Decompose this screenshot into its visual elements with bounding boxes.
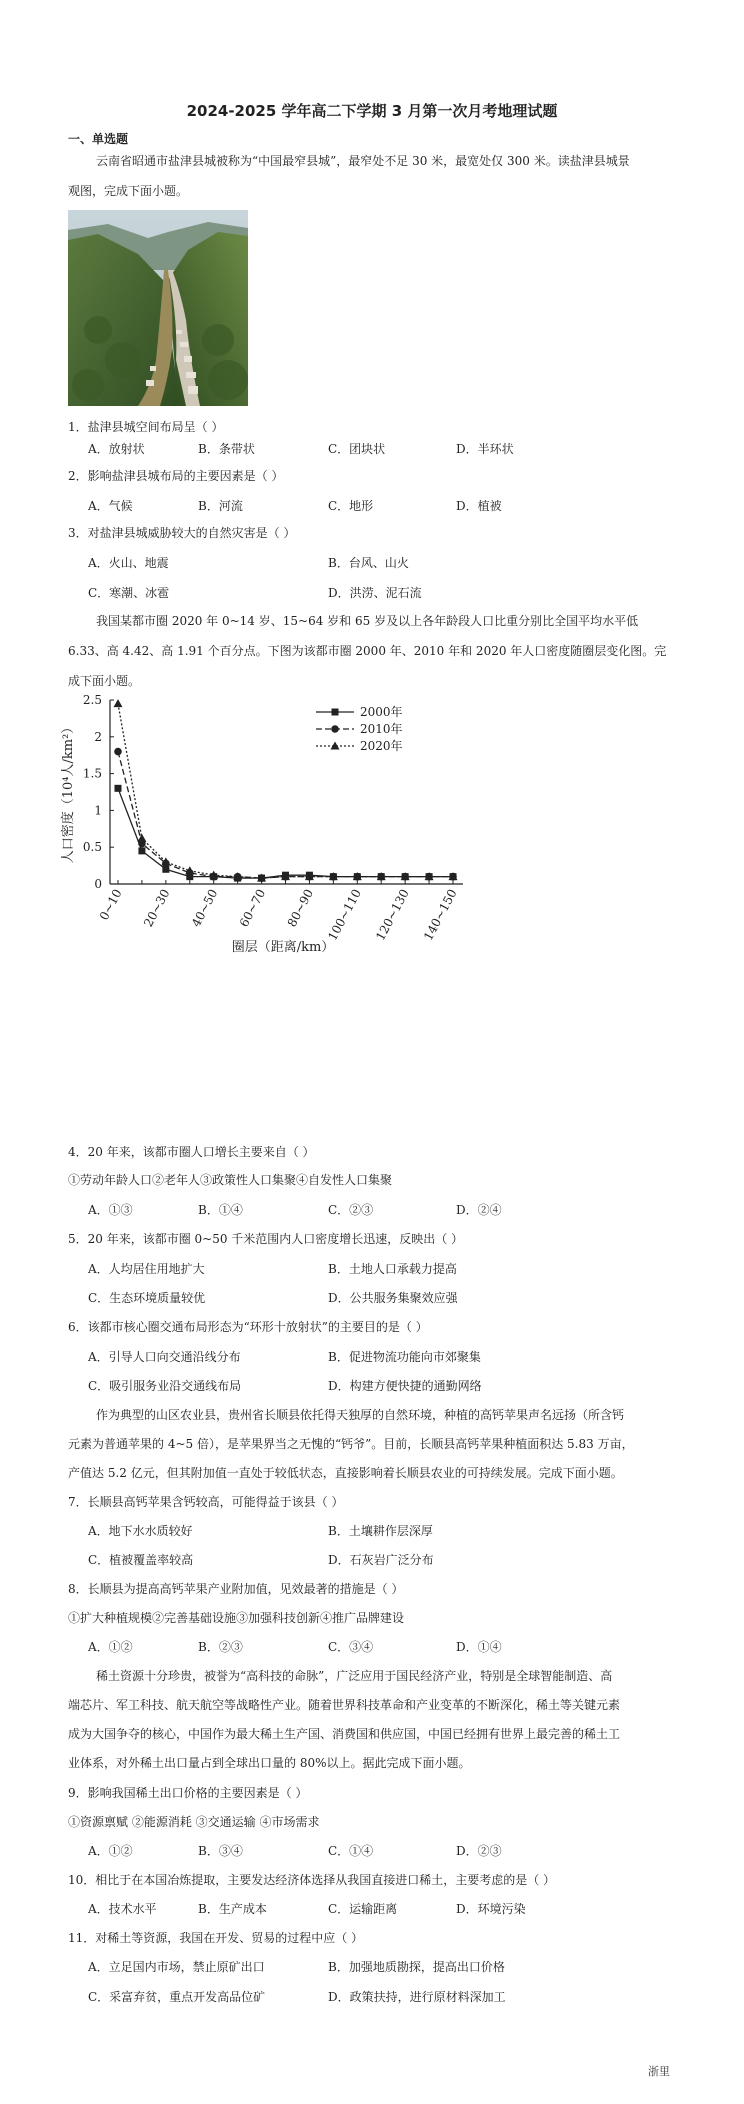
option: D．公共服务集聚效应强 [328, 1291, 458, 1305]
option: A．火山、地震 [88, 556, 169, 570]
option: A．①② [88, 1844, 133, 1858]
y-tick-label: 2.5 [82, 694, 102, 707]
x-tick-label: 120~130 [373, 886, 412, 943]
legend-label: 2020年 [360, 739, 403, 753]
option: A．引导人口向交通沿线分布 [88, 1350, 241, 1364]
legend-marker [331, 725, 339, 733]
option: D．半环状 [456, 442, 514, 456]
question-11: 11．对稀土等资源，我国在开发、贸易的过程中应（ ） [68, 1931, 364, 1945]
question-8: 8．长顺县为提高高钙苹果产业附加值，见效最著的措施是（ ） [68, 1582, 404, 1596]
question-3: 3．对盐津县城威胁较大的自然灾害是（ ） [68, 526, 296, 540]
option: B．促进物流功能向市郊聚集 [328, 1350, 481, 1364]
question-1: 1．盐津县城空间布局呈（ ） [68, 420, 224, 434]
option: D．②④ [456, 1203, 502, 1217]
option: B．河流 [198, 499, 243, 513]
option: C．③④ [328, 1640, 374, 1654]
x-tick-label: 40~50 [188, 886, 221, 930]
intro-line: 作为典型的山区农业县，贵州省长顺县依托得天独厚的自然环境，种植的高钙苹果声名远扬（所含钙 [96, 1408, 625, 1422]
option: C．团块状 [328, 442, 386, 456]
intro-line: 云南省昭通市盐津县城被称为“中国最窄县城”，最窄处不足 30 米，最宽处仅 300 米。读盐津县城景 [96, 154, 630, 168]
intro-line: 观图，完成下面小题。 [68, 184, 189, 198]
option: D．①④ [456, 1640, 502, 1654]
population-density-chart [58, 694, 488, 956]
option: A．气候 [88, 499, 133, 513]
series-line-3 [118, 704, 453, 878]
option: C．①④ [328, 1844, 374, 1858]
y-tick-label: 1 [94, 803, 102, 818]
option: B．①④ [198, 1203, 243, 1217]
x-tick-label: 80~90 [284, 886, 317, 930]
option: C．②③ [328, 1203, 374, 1217]
series-1-point [115, 785, 122, 792]
intro-line: 成下面小题。 [68, 674, 141, 688]
option: D．政策扶持，进行原材料深加工 [328, 1990, 506, 2004]
option: A．放射状 [88, 442, 145, 456]
intro-line: 成为大国争夺的核心，中国作为最大稀土生产国、消费国和供应国，中国已经拥有世界上最完善的稀土工 [68, 1727, 621, 1741]
question-4: 4．20 年来，该都市圈人口增长主要来自（ ） [68, 1145, 315, 1159]
x-tick-label: 100~110 [325, 886, 364, 943]
series-3-point [114, 699, 123, 707]
option: A．①③ [88, 1203, 133, 1217]
intro-line: 端芯片、军工科技、航天航空等战略性产业。随着世界科技革命和产业变革的不断深化，稀土等关键元素 [68, 1698, 621, 1712]
option: C．地形 [328, 499, 374, 513]
intro-line: 业体系，对外稀土出口量占到全球出口量的 80%以上。据此完成下面小题。 [68, 1756, 471, 1770]
option: A．立足国内市场，禁止原矿出口 [88, 1960, 265, 1974]
question-8-items: ①扩大种植规模②完善基础设施③加强科技创新④推广品牌建设 [68, 1611, 405, 1625]
intro-line: 我国某都市圈 2020 年 0~14 岁、15~64 岁和 65 岁及以上各年龄段人口比重分别比全国平均水平低 [96, 614, 639, 628]
x-tick-label: 0~10 [96, 886, 125, 923]
option: C．寒潮、冰雹 [88, 586, 170, 600]
y-tick-label: 0.5 [82, 840, 102, 855]
option: C．植被覆盖率较高 [88, 1553, 194, 1567]
x-tick-label: 20~30 [141, 886, 173, 930]
option: C．生态环境质量较优 [88, 1291, 206, 1305]
option: B．条带状 [198, 442, 255, 456]
legend-marker [332, 709, 339, 716]
option: C．吸引服务业沿交通线布局 [88, 1379, 242, 1393]
option: B．加强地质勘探，提高出口价格 [328, 1960, 505, 1974]
y-tick-label: 2 [94, 729, 102, 744]
series-2-point [114, 748, 122, 756]
option: A．①② [88, 1640, 133, 1654]
question-9-items: ①资源禀赋 ②能源消耗 ③交通运输 ④市场需求 [68, 1815, 320, 1829]
option: D．洪涝、泥石流 [328, 586, 422, 600]
y-tick-label: 1.5 [82, 766, 102, 781]
legend-marker [331, 742, 340, 750]
footer-mark: 浙里 [648, 2065, 670, 2078]
question-9: 9．影响我国稀土出口价格的主要因素是（ ） [68, 1786, 308, 1800]
question-10: 10．相比于在本国冶炼提取，主要发达经济体选择从我国直接进口稀土，主要考虑的是（ ） [68, 1873, 556, 1887]
x-axis-label: 圈层（距离/km） [231, 940, 335, 955]
series-1-point [138, 847, 145, 854]
option: D．②③ [456, 1844, 502, 1858]
option: B．③④ [198, 1844, 243, 1858]
question-2: 2．影响盐津县城布局的主要因素是（ ） [68, 469, 284, 483]
option: C．采富弃贫，重点开发高品位矿 [88, 1990, 266, 2004]
option: D．植被 [456, 499, 502, 513]
page-title: 2024-2025 学年高二下学期 3 月第一次月考地理试题 [186, 102, 558, 120]
option: B．生产成本 [198, 1902, 267, 1916]
question-7: 7．长顺县高钙苹果含钙较高，可能得益于该县（ ） [68, 1495, 344, 1509]
option: B．台风、山火 [328, 556, 409, 570]
series-3-point [137, 834, 146, 842]
intro-line: 产值达 5.2 亿元，但其附加值一直处于较低状态，直接影响着长顺县农业的可持续发展。完成下面小题。 [68, 1466, 623, 1480]
option: A．人均居住用地扩大 [88, 1262, 205, 1276]
option: D．环境污染 [456, 1902, 526, 1916]
option: D．石灰岩广泛分布 [328, 1553, 434, 1567]
option: A．地下水水质较好 [88, 1524, 193, 1538]
question-6: 6．该都市核心圈交通布局形态为“环形十放射状”的主要目的是（ ） [68, 1320, 428, 1334]
option: B．土地人口承载力提高 [328, 1262, 457, 1276]
question-4-items: ①劳动年龄人口②老年人③政策性人口集聚④自发性人口集聚 [68, 1173, 393, 1187]
county-landscape-photo [68, 210, 248, 406]
series-line-2 [118, 752, 453, 879]
x-tick-label: 60~70 [236, 886, 269, 930]
x-tick-label: 140~150 [421, 886, 460, 943]
option: D．构建方便快捷的通勤网络 [328, 1379, 482, 1393]
y-tick-label: 0 [94, 877, 102, 891]
legend-label: 2000年 [360, 705, 403, 719]
option: B．②③ [198, 1640, 243, 1654]
intro-line: 稀土资源十分珍贵，被誉为“高科技的命脉”，广泛应用于国民经济产业，特别是全球智能制造、高 [96, 1669, 613, 1683]
option: B．土壤耕作层深厚 [328, 1524, 433, 1538]
option: A．技术水平 [88, 1902, 157, 1916]
y-axis-label: 人口密度（10⁴人/km²） [61, 720, 76, 864]
question-5: 5．20 年来，该都市圈 0~50 千米范围内人口密度增长迅速，反映出（ ） [68, 1232, 464, 1246]
section-heading: 一、单选题 [68, 132, 129, 146]
legend-label: 2010年 [360, 722, 403, 736]
intro-line: 元素为普通苹果的 4~5 倍），是苹果界当之无愧的“钙爷”。目前，长顺县高钙苹果种植面积达 5.83 万亩， [68, 1437, 634, 1451]
option: C．运输距离 [328, 1902, 398, 1916]
intro-line: 6.33、高 4.42、高 1.91 个百分点。下图为该都市圈 2000 年、2010 年和 2020 年人口密度随圈层变化图。完 [68, 644, 667, 658]
